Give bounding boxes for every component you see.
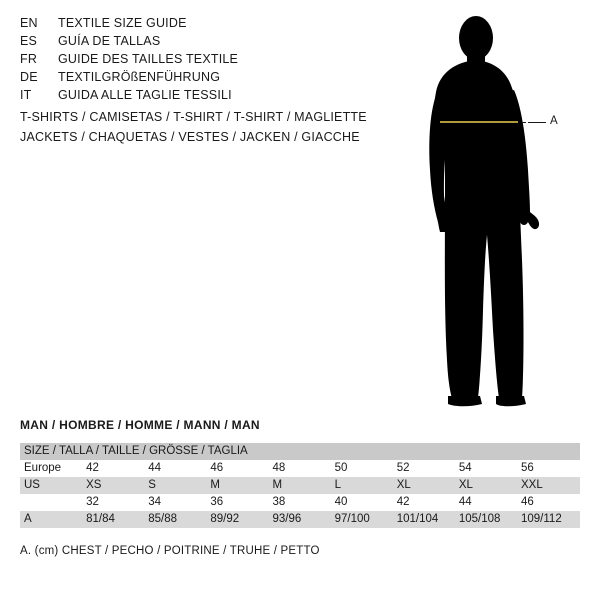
language-text: TEXTILGRÖßENFÜHRUNG xyxy=(58,70,221,84)
cell: 42 xyxy=(396,496,410,508)
cell: XL xyxy=(396,479,411,491)
language-code: EN xyxy=(20,16,38,30)
language-row xyxy=(20,16,400,34)
table-row xyxy=(20,460,580,477)
cell: 44 xyxy=(458,496,472,508)
language-row xyxy=(20,52,400,70)
measure-leader-dash xyxy=(528,122,546,123)
language-header-block xyxy=(20,16,400,106)
language-row xyxy=(20,34,400,52)
cell: 109/112 xyxy=(521,513,562,525)
cell: 52 xyxy=(396,462,410,474)
row-label: Europe xyxy=(24,462,62,474)
cell: 38 xyxy=(272,496,286,508)
measure-label-a: A xyxy=(550,115,559,127)
language-code: ES xyxy=(20,34,38,48)
cell: 97/100 xyxy=(334,513,370,525)
row-label: A xyxy=(24,513,32,525)
cell: M xyxy=(210,479,220,491)
cell: 36 xyxy=(210,496,224,508)
cell: 81/84 xyxy=(86,513,115,525)
footnote: A. (cm) CHEST / PECHO / POITRINE / TRUHE / PETTO xyxy=(20,545,320,557)
row-label: US xyxy=(24,479,40,491)
cell: 101/104 xyxy=(396,513,439,525)
cell: M xyxy=(272,479,283,491)
cell: 32 xyxy=(86,496,99,508)
cell: 50 xyxy=(334,462,348,474)
language-row xyxy=(20,88,400,106)
cell: 85/88 xyxy=(148,513,178,525)
male-silhouette-icon xyxy=(400,10,600,410)
category-line-jackets: JACKETS / CHAQUETAS / VESTES / JACKEN / GIACCHE xyxy=(20,130,360,144)
table-header-label: SIZE / TALLA / TAILLE / GRÖSSE / TAGLIA xyxy=(24,445,248,457)
table-row xyxy=(20,494,580,511)
language-code: FR xyxy=(20,52,38,66)
cell: 54 xyxy=(458,462,472,474)
cell: 44 xyxy=(148,462,162,474)
row-label xyxy=(20,494,82,511)
language-code: IT xyxy=(20,88,32,102)
category-block xyxy=(20,110,420,150)
cell: XXL xyxy=(521,479,543,491)
cell: L xyxy=(334,479,342,491)
cell: 46 xyxy=(521,496,534,508)
language-row xyxy=(20,70,400,88)
cell: 56 xyxy=(521,462,534,474)
cell: XL xyxy=(458,479,473,491)
table-title: MAN / HOMBRE / HOMME / MANN / MAN xyxy=(20,418,260,432)
table-header-row xyxy=(20,443,580,460)
body-silhouette-figure xyxy=(400,10,600,410)
measure-leader-dash-small xyxy=(522,122,526,123)
category-line-tshirts: T-SHIRTS / CAMISETAS / T-SHIRT / T-SHIRT / MAGLIETTE xyxy=(20,110,367,124)
cell: 34 xyxy=(148,496,162,508)
language-text: TEXTILE SIZE GUIDE xyxy=(58,16,187,30)
language-text: GUIDE DES TAILLES TEXTILE xyxy=(58,52,239,66)
cell: 105/108 xyxy=(458,513,501,525)
size-table xyxy=(20,443,580,528)
cell: 93/96 xyxy=(272,513,302,525)
table-row xyxy=(20,511,580,528)
language-text: GUIDA ALLE TAGLIE TESSILI xyxy=(58,88,232,102)
cell: 89/92 xyxy=(210,513,240,525)
cell: 48 xyxy=(272,462,286,474)
language-text: GUÍA DE TALLAS xyxy=(58,34,161,48)
cell: 42 xyxy=(86,462,99,474)
table-row xyxy=(20,477,580,494)
language-code: DE xyxy=(20,70,38,84)
cell: XS xyxy=(86,479,102,491)
cell: 40 xyxy=(334,496,348,508)
cell: 46 xyxy=(210,462,224,474)
cell: S xyxy=(148,479,156,491)
